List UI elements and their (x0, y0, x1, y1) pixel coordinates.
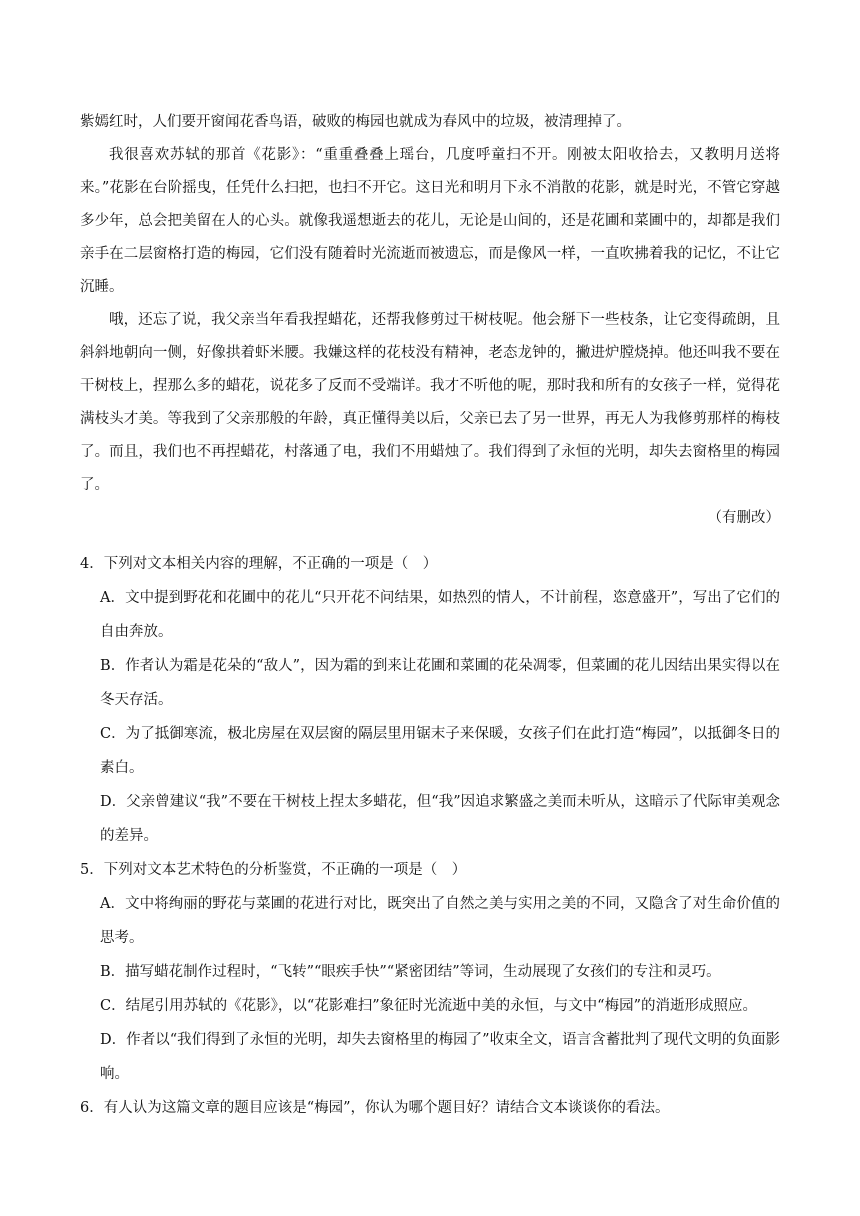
option-b: B．作者认为霜是花朵的“敌人”，因为霜的到来让花圃和菜圃的花朵凋零，但菜圃的花儿因结出果实得以在冬天存活。 (100, 658, 780, 708)
question-stem: 4．下列对文本相关内容的理解，不正确的一项是（ ） (80, 556, 438, 572)
question-list (80, 547, 780, 1125)
option-c: C．结尾引用苏轼的《花影》，以“花影难扫”象征时光流逝中美的永恒，与文中“梅园”的消逝形成照应。 (100, 998, 757, 1014)
reading-passage (80, 106, 780, 535)
source-note: （有删改） (707, 510, 780, 526)
option-d: D．作者以“我们得到了永恒的光明，却失去窗格里的梅园了”收束全文，语言含蓄批判了现代文明的负面影响。 (100, 1032, 780, 1082)
question-4 (80, 547, 780, 853)
question-6 (80, 1091, 780, 1125)
passage-paragraph: 哦，还忘了说，我父亲当年看我捏蜡花，还帮我修剪过干树枝呢。他会掰下一些枝条，让它变得疏朗，且斜斜地朝向一侧，好像拱着虾米腰。我嫌这样的花枝没有精神，老态龙钟的，撇进炉膛烧掉。他还叫我不要在干树枝上，捏那么多的蜡花，说花多了反而不受端详。我才不听他的呢，那时我和所有的女孩子一样，觉得花满枝头才美。等我到了父亲那般的年龄，真正懂得美以后，父亲已去了另一世界，再无人为我修剪那样的梅枝了。而且，我们也不再捏蜡花，村落通了电，我们不用蜡烛了。我们得到了永恒的光明，却失去窗格里的梅园了。 (80, 312, 780, 493)
option-c: C．为了抵御寒流，极北房屋在双层窗的隔层里用锯末子来保暖，女孩子们在此打造“梅园”，以抵御冬日的素白。 (100, 726, 780, 776)
option-a: A．文中提到野花和花圃中的花儿“只开花不问结果，如热烈的情人，不计前程，恣意盛开”，写出了它们的自由奔放。 (100, 590, 780, 640)
option-a: A．文中将绚丽的野花与菜圃的花进行对比，既突出了自然之美与实用之美的不同，又隐含了对生命价值的思考。 (100, 896, 780, 946)
question-stem: 6．有人认为这篇文章的题目应该是“梅园”，你认为哪个题目好？请结合文本谈谈你的看法。 (80, 1100, 670, 1116)
question-5 (80, 853, 780, 1091)
question-stem: 5．下列对文本艺术特色的分析鉴赏，不正确的一项是（ ） (80, 862, 467, 878)
passage-paragraph: 紫嫣红时，人们要开窗闻花香鸟语，破败的梅园也就成为春风中的垃圾，被清理掉了。 (80, 114, 631, 130)
option-b: B．描写蜡花制作过程时，“飞转”“眼疾手快”“紧密团结”等词，生动展现了女孩们的专注和灵巧。 (100, 964, 721, 980)
passage-paragraph: 我很喜欢苏轼的那首《花影》：“重重叠叠上瑶台，几度呼童扫不开。刚被太阳收拾去，又教明月送将来。”花影在台阶摇曳，任凭什么扫把，也扫不开它。这日光和明月下永不消散的花影，就是时光，不管它穿越多少年，总会把美留在人的心头。就像我遥想逝去的花儿，无论是山间的，还是花圃和菜圃中的，却都是我们亲手在二层窗格打造的梅园，它们没有随着时光流逝而被遗忘，而是像风一样，一直吹拂着我的记忆，不让它沉睡。 (80, 147, 780, 295)
option-d: D．父亲曾建议“我”不要在干树枝上捏太多蜡花，但“我”因追求繁盛之美而未听从，这暗示了代际审美观念的差异。 (100, 794, 780, 844)
